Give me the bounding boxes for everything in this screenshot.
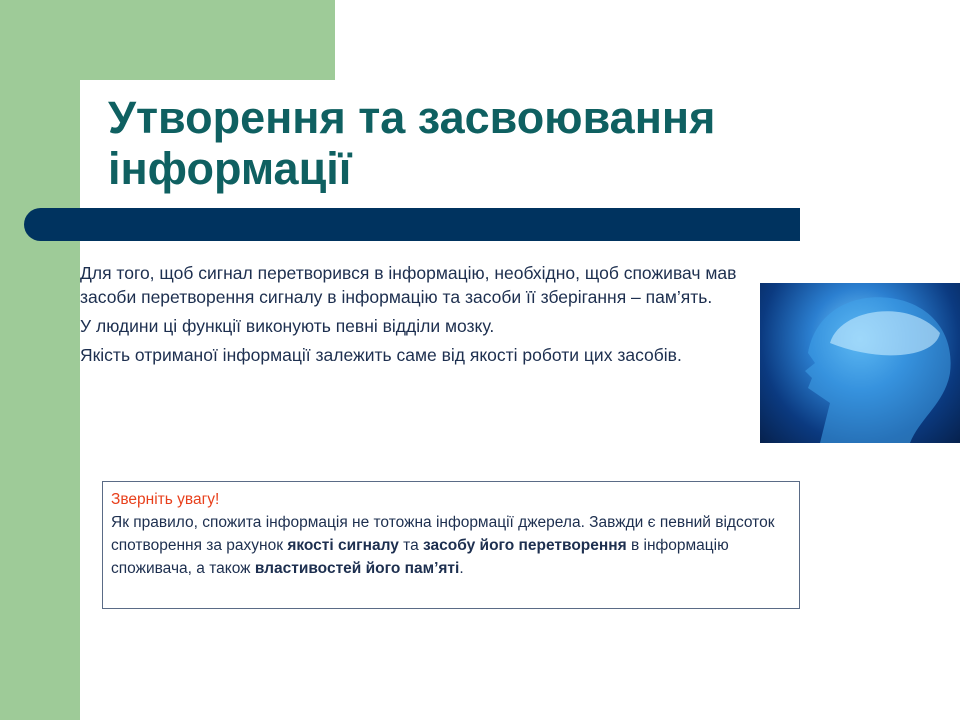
green-side-band (0, 0, 80, 720)
attention-note (102, 481, 800, 609)
brain-head-graphic (760, 283, 960, 443)
note-text-part: та (398, 537, 424, 554)
green-top-band (0, 0, 335, 80)
note-bold-signal-quality: якості сигналу (287, 537, 399, 554)
paragraph: Для того, щоб сигнал перетворився в інформацію, необхідно, щоб споживач мав засоби перетворення сигналу в інформацію та засоби її зберігання – пам’ять. (80, 263, 737, 307)
note-text-part: в інформацію споживача, а також (111, 537, 729, 577)
note-bold-memory-properties: властивостей його пам’яті (254, 560, 460, 577)
note-text (111, 511, 791, 580)
note-bold-conversion-means: засобу його перетворення (423, 537, 627, 554)
title-divider-bar (24, 208, 800, 241)
paragraph: У людини ці функції виконують певні відділи мозку. (80, 316, 495, 336)
slide-title: Утворення та засвоювання інформації (108, 92, 716, 194)
note-text-part: Як правило, спожита інформація не тотожна інформації джерела. Завжди є певний відсоток спотворення за рахунок (111, 514, 775, 554)
body-text (80, 261, 750, 372)
note-text-part: . (459, 560, 464, 577)
brain-head-image (760, 283, 960, 443)
note-heading: Зверніть увагу! (111, 491, 220, 508)
paragraph: Якість отриманої інформації залежить саме від якості роботи цих засобів. (80, 345, 682, 365)
